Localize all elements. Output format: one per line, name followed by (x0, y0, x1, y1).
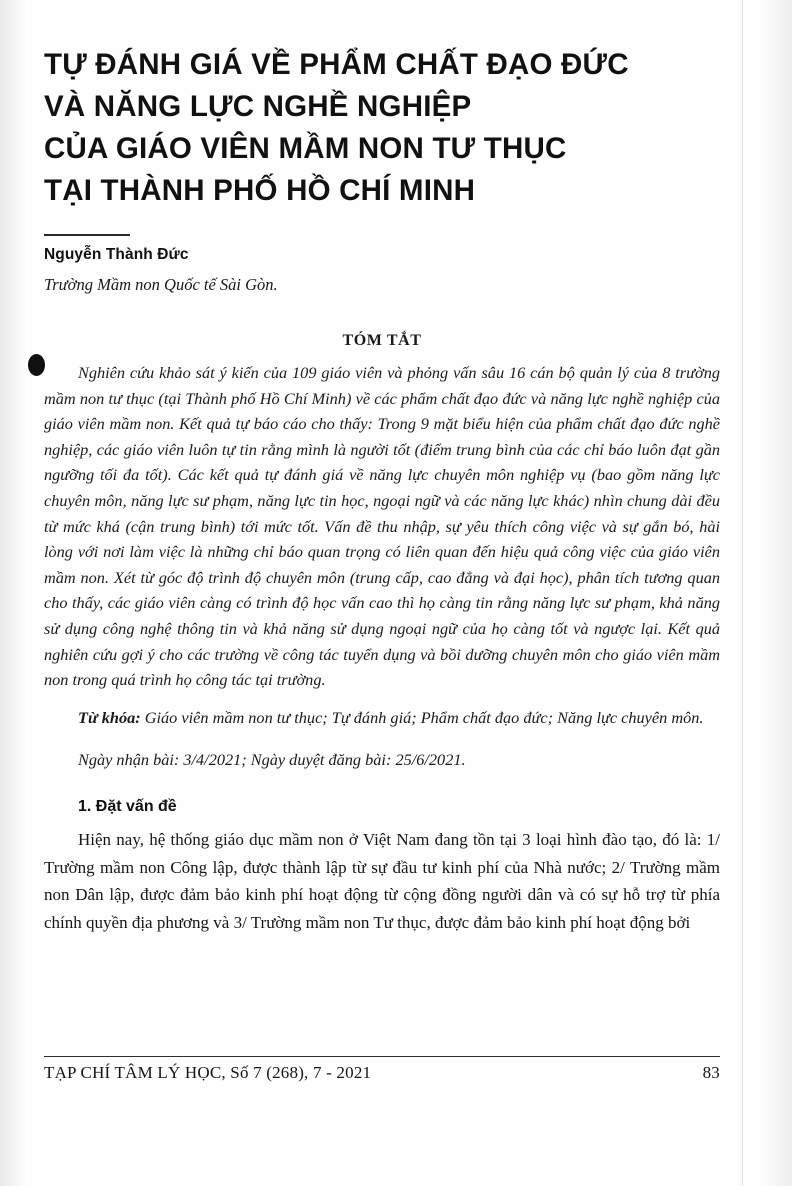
footer-page-number: 83 (702, 1063, 720, 1082)
title-line-2: VÀ NĂNG LỰC NGHỀ NGHIỆP (44, 90, 472, 123)
article-content (44, 44, 720, 936)
footer-journal-info: TẠP CHÍ TÂM LÝ HỌC, Số 7 (268), 7 - 2021 (44, 1063, 372, 1082)
footer-divider (44, 1056, 720, 1057)
abstract-heading: TÓM TẮT (342, 332, 422, 349)
scan-fold-line (742, 0, 743, 1186)
scan-edge-left (0, 0, 28, 1186)
title-line-3: CỦA GIÁO VIÊN MẦM NON TƯ THỤC (44, 132, 567, 165)
scan-edge-right (758, 0, 792, 1186)
title-line-1: TỰ ĐÁNH GIÁ VỀ PHẨM CHẤT ĐẠO ĐỨC (44, 48, 629, 81)
page-title (44, 44, 720, 212)
abstract-text: Nghiên cứu khảo sát ý kiến của 109 giáo viên và phỏng vấn sâu 16 cán bộ quản lý của 8 trường mầm non tư thục (tại Thành phố Hồ Chí Minh) về các phẩm chất đạo đức và năng lực nghề nghiệp của giáo viên mầm non. Kết quả tự báo cáo cho thấy: Trong 9 mặt biểu hiện của phẩm chất đạo đức nghề nghiệp, các giáo viên luôn tự tin rằng mình là người tốt (điểm trung bình của các chỉ báo luôn đạt gần ngưỡng tối đa tốt). Các kết quả tự đánh giá về năng lực chuyên môn nghiệp vụ (bao gồm năng lực chuyên môn, năng lực sư phạm, năng lực tin học, ngoại ngữ và các năng lực khác) nhìn chung dài đều từ mức khá (cận trung bình) tới mức tốt. Vấn đề thu nhập, sự yêu thích công việc và sự gắn bó, hài lòng với nơi làm việc là những chỉ báo quan trọng có liên quan đến hiệu quả công việc của giáo viên mầm non. Xét từ góc độ trình độ chuyên môn (trung cấp, cao đẳng và đại học), phân tích tương quan cho thấy, các giáo viên càng có trình độ học vấn cao thì họ càng tin rằng năng lực sư phạm, khả năng sử dụng công nghệ thông tin và khả năng sử dụng ngoại ngữ của họ càng tốt và ngược lại. Kết quả nghiên cứu gợi ý cho các trường về công tác tuyển dụng và bồi dưỡng chuyên môn cho giáo viên mầm non trong quá trình họ công tác tại trường. (44, 363, 720, 690)
author-affiliation: Trường Mầm non Quốc tế Sài Gòn. (44, 275, 278, 294)
section-paragraph-1: Hiện nay, hệ thống giáo dục mầm non ở Việt Nam đang tồn tại 3 loại hình đào tạo, đó là: 1/ Trường mầm non Công lập, được thành lập từ sự đầu tư kinh phí của Nhà nước; 2/ Trường mầm non Dân lập, được đảm bảo kinh phí hoạt động từ cộng đồng người dân và có sự hỗ trợ từ phía chính quyền địa phương và 3/ Trường mầm non Tư thục, được đảm bảo kinh phí hoạt động bởi (44, 830, 720, 932)
submission-dates: Ngày nhận bài: 3/4/2021; Ngày duyệt đăng bài: 25/6/2021. (78, 749, 466, 769)
page-footer (44, 1063, 720, 1083)
keywords-label: Từ khóa: (78, 707, 145, 727)
section-heading-1: 1. Đặt vấn đề (78, 798, 177, 816)
title-line-4: TẠI THÀNH PHỐ HỒ CHÍ MINH (44, 174, 476, 207)
keywords-line (44, 705, 720, 731)
ink-blob-artifact (28, 354, 45, 376)
keywords-value: Giáo viên mầm non tư thục; Tự đánh giá; Phẩm chất đạo đức; Năng lực chuyên môn. (144, 707, 704, 727)
author-name: Nguyễn Thành Đức (44, 246, 189, 263)
title-divider (44, 234, 130, 236)
